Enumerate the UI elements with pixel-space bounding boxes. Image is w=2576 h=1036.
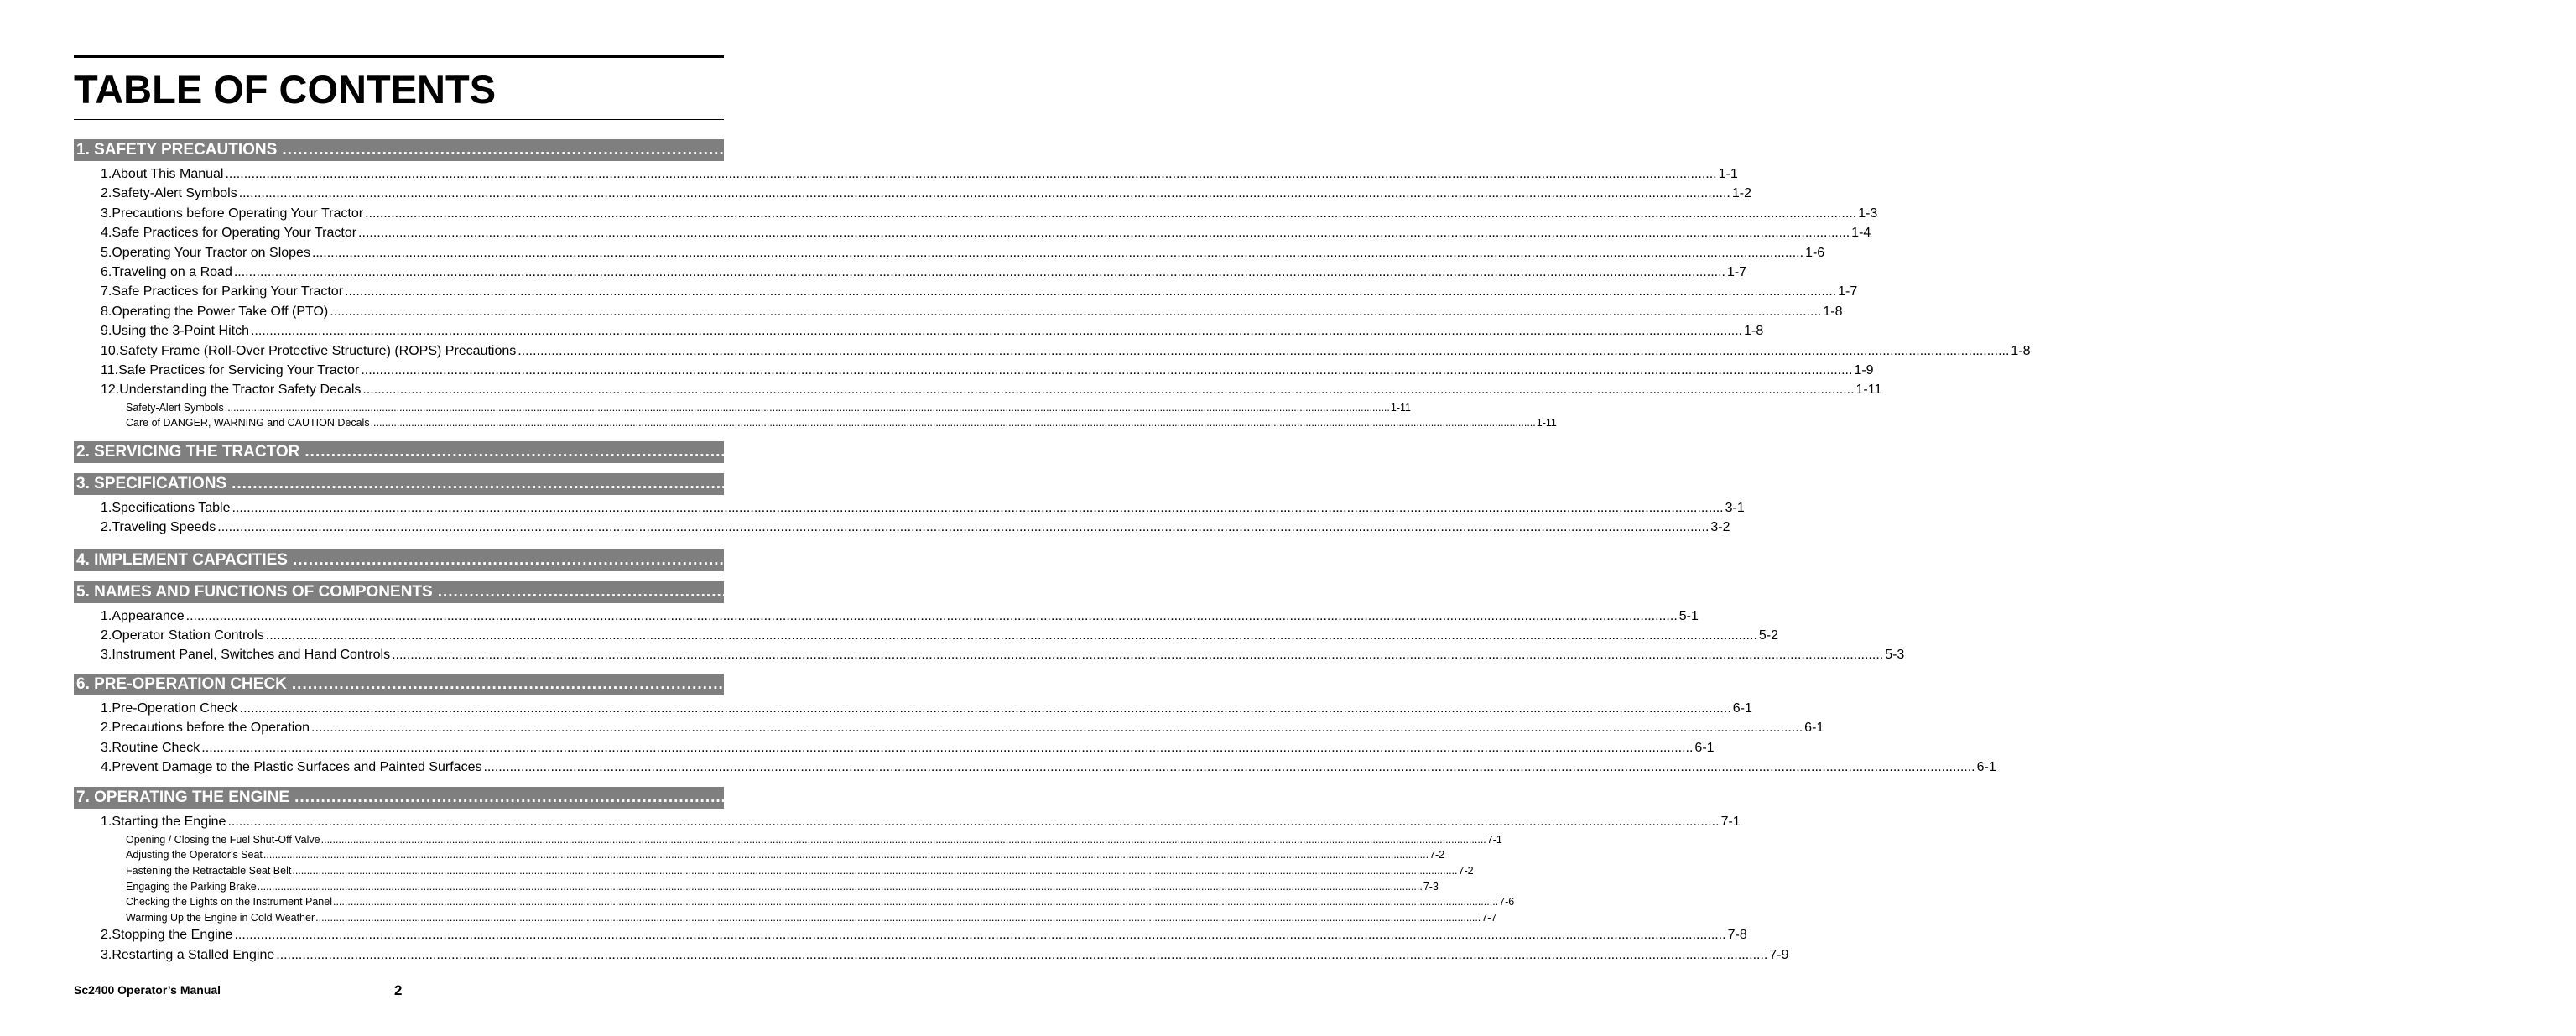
toc-entry[interactable] [74,945,1789,965]
toc-leader-dots: ................................................................................................................................................................................................................................................................................................................................................................................................................ [315,911,1481,924]
toc-entry-page: 7-1 [1720,815,1741,830]
toc-leader-dots: ................................................................................................................................................................................................................................................................................................................................................................................................................ [282,141,2389,159]
toc-entry-label: Prevent Damage to the Plastic Surfaces and Painted Surfaces [112,760,482,774]
toc-section-label: 2. SERVICING THE TRACTOR [76,442,300,461]
toc-entry[interactable] [74,321,1764,341]
toc-subentry-page: 7-2 [1429,849,1445,862]
toc-entry-label: Traveling Speeds [112,520,216,535]
toc-entry-page: 6-1 [1732,700,1752,716]
toc-entry-label: Routine Check [112,740,200,755]
toc-leader-dots: ................................................................................................................................................................................................................................................................................................................................................................................................................ [217,520,1710,535]
toc-subentry[interactable] [74,832,1502,848]
toc-entry-number: 1. [101,608,112,623]
toc-entry-number: 1. [101,167,112,181]
toc-leader-dots: ................................................................................................................................................................................................................................................................................................................................................................................................................ [292,864,1458,877]
toc-entry[interactable] [74,645,1905,664]
toc-entry[interactable] [74,757,1996,777]
toc-subentry-label: Fastening the Retractable Seat Belt [126,864,292,877]
toc-leader-dots: ................................................................................................................................................................................................................................................................................................................................................................................................................ [257,880,1423,893]
toc-section-label: 3. SPECIFICATIONS [76,474,227,492]
toc-leader-dots: ................................................................................................................................................................................................................................................................................................................................................................................................................ [291,674,2399,693]
toc-subentry[interactable] [74,415,1557,431]
toc-entry-label: Precautions before Operating Your Tractor [112,206,364,221]
toc-entry[interactable] [74,498,1745,518]
toc-subentry-page: 7-3 [1423,880,1439,893]
toc-entry-page: 6-1 [1694,740,1715,755]
toc-entry-number: 2. [101,928,112,943]
toc-entry[interactable] [74,243,1825,263]
toc-page [74,55,2576,965]
toc-entry-number: 3. [101,206,112,221]
toc-leader-dots: ................................................................................................................................................................................................................................................................................................................................................................................................................ [185,608,1678,623]
toc-entry-page: 1-8 [1823,304,1843,319]
toc-entry-label: Understanding the Tractor Safety Decals [119,383,362,398]
toc-section-page: 4-1 [2407,550,2431,569]
toc-subentry[interactable] [74,400,1411,416]
toc-entry-label: Precautions before the Operation [112,721,310,736]
toc-entry[interactable] [74,361,1874,380]
footer-page-number: 2 [394,982,403,998]
toc-subentry-page: 7-1 [1486,833,1502,846]
toc-section-3[interactable] [74,473,2370,495]
toc-entry-page: 1-9 [1854,362,1874,377]
toc-leader-dots: ................................................................................................................................................................................................................................................................................................................................................................................................................ [294,789,2402,807]
toc-entry-page: 1-7 [1726,264,1747,279]
toc-entry-page: 1-1 [1718,167,1738,181]
toc-entry[interactable] [74,184,1751,203]
toc-leader-dots: ................................................................................................................................................................................................................................................................................................................................................................................................................ [233,264,1725,279]
toc-entry-label: Specifications Table [112,500,231,515]
toc-subentry-page: 1-11 [1536,417,1557,429]
toc-entry-page: 1-6 [1805,245,1825,260]
toc-subentry-label: Safety-Alert Symbols [126,401,224,414]
toc-entry-label: Using the 3-Point Hitch [112,324,249,339]
toc-entry[interactable] [74,718,1824,737]
toc-leader-dots: ................................................................................................................................................................................................................................................................................................................................................................................................................ [201,740,1694,755]
toc-leader-dots: ................................................................................................................................................................................................................................................................................................................................................................................................................ [361,362,1853,377]
toc-entry-page: 7-8 [1727,928,1747,943]
toc-entry-number: 1. [101,700,112,716]
toc-entry[interactable] [74,302,1843,321]
toc-entry-label: Pre-Operation Check [112,700,238,716]
page-footer [74,981,724,1002]
toc-leader-dots: ................................................................................................................................................................................................................................................................................................................................................................................................................ [224,401,1390,414]
toc-entry-page: 6-1 [1976,760,1996,774]
toc-subentry[interactable] [74,879,1439,895]
toc-subentry-label: Adjusting the Operator's Seat [126,849,263,862]
toc-leader-dots: ................................................................................................................................................................................................................................................................................................................................................................................................................ [234,928,1726,943]
toc-entry[interactable] [74,738,1715,757]
toc-entry[interactable] [74,518,1730,537]
toc-subentry-label: Care of DANGER, WARNING and CAUTION Decals [126,417,370,429]
toc-entry-page: 5-3 [1885,648,1905,663]
toc-entry-label: Safety Frame (Roll-Over Protective Structure) (ROPS) Precautions [119,343,517,358]
toc-entry-number: 4. [101,226,112,241]
toc-entry-number: 6. [101,264,112,279]
toc-leader-dots: ................................................................................................................................................................................................................................................................................................................................................................................................................ [320,833,1486,846]
toc-leader-dots: ................................................................................................................................................................................................................................................................................................................................................................................................................ [362,383,1855,398]
toc-entry-page: 7-9 [1769,947,1789,962]
toc-subentry[interactable] [74,910,1497,926]
toc-leader-dots: ................................................................................................................................................................................................................................................................................................................................................................................................................ [292,550,2400,569]
toc-leader-dots: ................................................................................................................................................................................................................................................................................................................................................................................................................ [225,167,1717,181]
toc-entry[interactable] [74,164,1738,184]
toc-entry-label: Operating Your Tractor on Slopes [112,245,310,260]
toc-entry-number: 3. [101,947,112,962]
toc-entry[interactable] [74,812,1741,831]
toc-entry[interactable] [74,204,1878,223]
toc-leader-dots: ................................................................................................................................................................................................................................................................................................................................................................................................................ [365,206,1857,221]
toc-leader-dots: ................................................................................................................................................................................................................................................................................................................................................................................................................ [265,628,1757,643]
toc-section-1[interactable] [74,139,2421,161]
toc-entry-page: 1-7 [1838,284,1858,299]
toc-leader-dots: ................................................................................................................................................................................................................................................................................................................................................................................................................ [483,760,1975,774]
toc-subentry-label: Engaging the Parking Brake [126,880,257,893]
toc-entry-label: Instrument Panel, Switches and Hand Controls [112,648,391,663]
toc-subentry-page: 1-11 [1390,401,1411,414]
toc-entry-page: 1-8 [2011,343,2031,358]
toc-entry[interactable] [74,925,1747,945]
toc-section-page: 5-1 [2553,582,2576,601]
toc-entry[interactable] [74,263,1747,282]
toc-entry-page: 5-2 [1758,628,1779,643]
toc-section-6[interactable] [74,674,2430,695]
toc-entry-number: 11. [101,362,119,377]
toc-section-label: 7. OPERATING THE ENGINE [76,789,290,807]
toc-section-label: 4. IMPLEMENT CAPACITIES [76,550,288,569]
toc-entry-label: Restarting a Stalled Engine [112,947,275,962]
toc-entry-number: 2. [101,628,112,643]
toc-leader-dots: ................................................................................................................................................................................................................................................................................................................................................................................................................ [304,442,2412,461]
toc-entry-page: 1-2 [1731,186,1751,201]
toc-entry-page: 1-4 [1851,226,1871,241]
toc-section-label: 1. SAFETY PRECAUTIONS [76,141,278,159]
toc-entry-label: Traveling on a Road [112,264,232,279]
toc-section-5[interactable] [74,581,2576,603]
toc-entry-number: 10. [101,343,120,358]
toc-entry-number: 1. [101,500,112,515]
toc-leader-dots: ................................................................................................................................................................................................................................................................................................................................................................................................................ [330,304,1822,319]
toc-leader-dots: ................................................................................................................................................................................................................................................................................................................................................................................................................ [239,700,1731,716]
toc-entry-number: 2. [101,186,112,201]
toc-entry-label: Safe Practices for Servicing Your Tractor [118,362,360,377]
toc-entry-number: 4. [101,760,112,774]
toc-entry-page: 6-1 [1804,721,1824,736]
toc-entry-number: 2. [101,721,112,736]
toc-entry[interactable] [74,282,1858,301]
toc-entry-label: About This Manual [112,167,224,181]
toc-leader-dots: ................................................................................................................................................................................................................................................................................................................................................................................................................ [358,226,1850,241]
toc-leader-dots: ................................................................................................................................................................................................................................................................................................................................................................................................................ [311,721,1803,736]
toc-leader-dots: ................................................................................................................................................................................................................................................................................................................................................................................................................ [250,324,1743,339]
toc-entry-page: 3-1 [1725,500,1745,515]
toc-entry[interactable] [74,626,1779,645]
toc-entry-page: 3-2 [1710,520,1730,535]
toc-section-page: 2-1 [2419,442,2443,461]
toc-leader-dots: ................................................................................................................................................................................................................................................................................................................................................................................................................ [238,186,1730,201]
toc-entry-number: 7. [101,284,112,299]
toc-entry[interactable] [74,699,1752,718]
toc-entry-label: Operating the Power Take Off (PTO) [112,304,329,319]
toc-section-page: 3-1 [2346,474,2370,492]
toc-subentry[interactable] [74,863,1474,879]
toc-entry-number: 5. [101,245,112,260]
toc-entry-label: Safety-Alert Symbols [112,186,237,201]
toc-subentry-label: Warming Up the Engine in Cold Weather [126,911,315,924]
toc-entry-page: 5-1 [1678,608,1699,623]
toc-entry-label: Appearance [112,608,185,623]
toc-entry-number: 12. [101,383,120,398]
toc-section-4[interactable] [74,549,2431,571]
toc-entry-page: 1-8 [1744,324,1764,339]
toc-leader-dots: ................................................................................................................................................................................................................................................................................................................................................................................................................ [232,474,2339,492]
toc-entry-number: 8. [101,304,112,319]
toc-entry-number: 9. [101,324,112,339]
toc-entry-page: 1-3 [1858,206,1878,221]
toc-subentry[interactable] [74,894,1515,910]
toc-leader-dots: ................................................................................................................................................................................................................................................................................................................................................................................................................ [227,815,1720,830]
toc-subentry-page: 7-6 [1499,896,1515,908]
toc-subentry[interactable] [74,847,1445,863]
toc-leader-dots: ................................................................................................................................................................................................................................................................................................................................................................................................................ [263,849,1429,862]
toc-subentry-page: 7-7 [1481,911,1497,924]
toc-section-2[interactable] [74,441,2443,463]
toc-leader-dots: ................................................................................................................................................................................................................................................................................................................................................................................................................ [276,947,1768,962]
toc-leader-dots: ................................................................................................................................................................................................................................................................................................................................................................................................................ [345,284,1837,299]
toc-entry-number: 1. [101,815,112,830]
toc-leader-dots: ................................................................................................................................................................................................................................................................................................................................................................................................................ [370,417,1536,429]
title-rule [74,119,724,120]
toc-entry-label: Safe Practices for Parking Your Tractor [112,284,344,299]
toc-entry[interactable] [74,223,1871,242]
page-title: TABLE OF CONTENTS [74,67,497,112]
toc-subentry-page: 7-2 [1458,864,1474,877]
toc-entry[interactable] [74,607,1699,626]
toc-leader-dots: ................................................................................................................................................................................................................................................................................................................................................................................................................ [332,896,1499,908]
toc-entry-label: Stopping the Engine [112,928,233,943]
toc-entry-number: 3. [101,648,112,663]
toc-entry[interactable] [74,380,1882,399]
toc-leader-dots: ................................................................................................................................................................................................................................................................................................................................................................................................................ [392,648,1884,663]
toc-list [74,139,2576,965]
toc-entry-number: 3. [101,740,112,755]
toc-section-page: 1-1 [2396,141,2421,159]
toc-section-label: 5. NAMES AND FUNCTIONS OF COMPONENTS [76,582,433,601]
toc-section-7[interactable] [74,787,2433,809]
toc-section-page: 7-1 [2409,789,2433,807]
footer-manual-title: Sc2400 Operator’s Manual [74,983,221,997]
toc-entry-number: 2. [101,520,112,535]
toc-leader-dots: ................................................................................................................................................................................................................................................................................................................................................................................................................ [311,245,1804,260]
toc-subentry-label: Opening / Closing the Fuel Shut-Off Valve [126,833,320,846]
toc-entry[interactable] [74,341,2031,361]
toc-entry-label: Safe Practices for Operating Your Tractor [112,226,357,241]
toc-subentry-label: Checking the Lights on the Instrument Panel [126,896,332,908]
toc-leader-dots: ................................................................................................................................................................................................................................................................................................................................................................................................................ [437,582,2545,601]
toc-leader-dots: ................................................................................................................................................................................................................................................................................................................................................................................................................ [232,500,1724,515]
toc-section-page: 6-1 [2407,674,2430,693]
toc-leader-dots: ................................................................................................................................................................................................................................................................................................................................................................................................................ [518,343,2010,358]
toc-entry-label: Operator Station Controls [112,628,264,643]
toc-section-label: 6. PRE-OPERATION CHECK [76,674,287,693]
toc-entry-label: Starting the Engine [112,815,226,830]
toc-entry-page: 1-11 [1855,383,1882,398]
